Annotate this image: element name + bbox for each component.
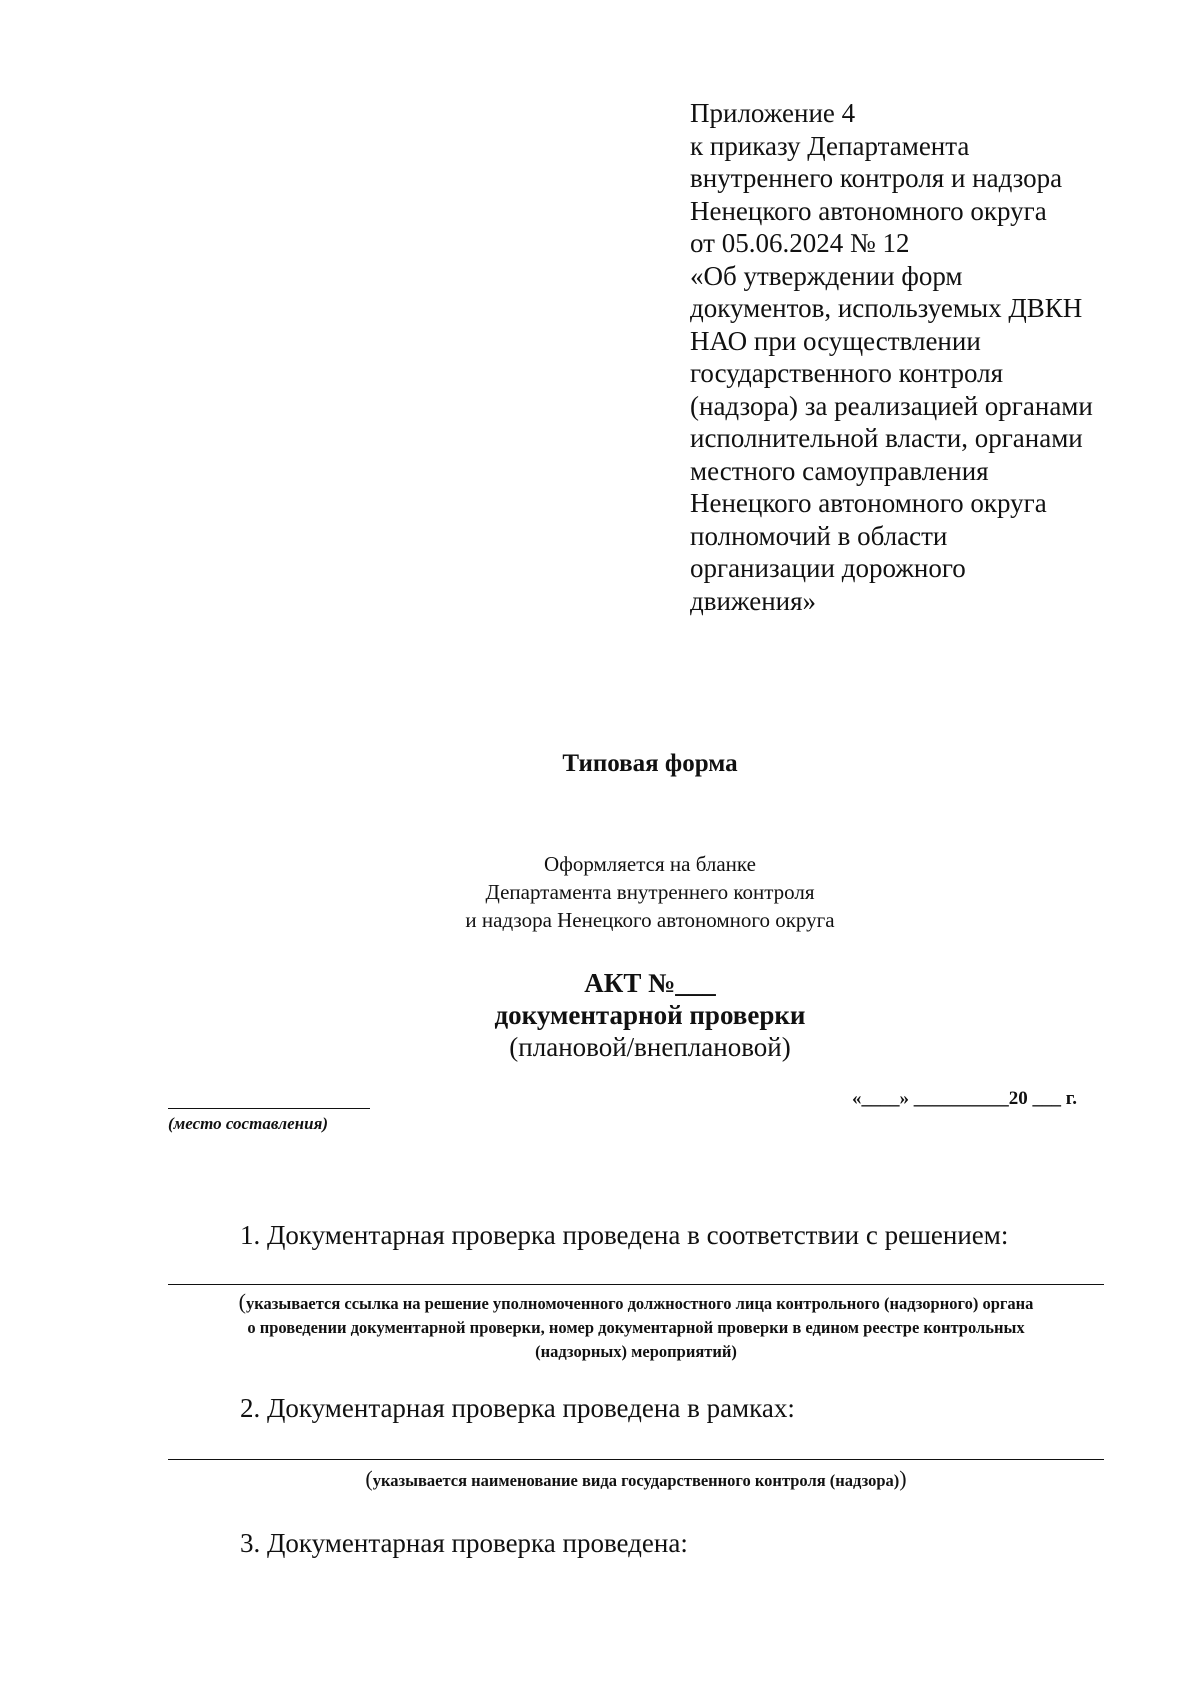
appendix-line: документов, используемых ДВКН	[690, 293, 1083, 323]
appendix-line: НАО при осуществлении	[690, 325, 981, 356]
act-type-title: документарной проверки	[494, 1000, 806, 1030]
act-subtitle: (плановой/внеплановой)	[509, 1032, 791, 1062]
date-field: «____» __________20 ___ г.	[852, 1088, 1077, 1109]
hint-text: указывается наименование вида государственного контроля (надзора)	[372, 1471, 900, 1490]
appendix-line: государственного контроля	[690, 358, 1003, 388]
paren-close: )	[731, 1342, 737, 1361]
appendix-line: местного самоуправления	[690, 455, 989, 486]
item-3-heading: 3. Документарная проверка проведена:	[240, 1528, 688, 1558]
appendix-line: (надзора) за реализацией органами	[690, 390, 1093, 421]
appendix-line: «Об утверждении форм	[690, 260, 963, 291]
appendix-line: движения»	[690, 585, 817, 616]
appendix-line: Ненецкого автономного округа	[690, 195, 1047, 226]
hint-line	[168, 1467, 1104, 1493]
item-2-heading: 2. Документарная проверка проведена в рамках:	[240, 1393, 795, 1423]
hint-text: (надзорных) мероприятий	[535, 1342, 732, 1361]
place-caption: (место составления)	[168, 1114, 328, 1133]
paren-open: (	[365, 1466, 373, 1491]
blank-note-line: и надзора Ненецкого автономного округа	[465, 908, 835, 932]
paren-close: )	[899, 1466, 907, 1491]
appendix-line: организации дорожного	[690, 553, 966, 583]
hint-line: о проведении документарной проверки, номер документарной проверки в едином реестре контрольных	[247, 1318, 1025, 1337]
blank-note-line: Департамента внутреннего контроля	[485, 880, 815, 904]
blank-note-line: Оформляется на бланке	[544, 852, 756, 876]
place-underline	[168, 1108, 370, 1109]
act-number-title: АКТ №___	[584, 968, 716, 998]
appendix-line: Ненецкого автономного округа	[690, 488, 1047, 518]
blank-note	[0, 850, 1200, 934]
item-1-heading: 1. Документарная проверка проведена в соответствии с решением:	[240, 1220, 1009, 1250]
appendix-line: исполнительной власти, органами	[690, 423, 1083, 453]
item-2-hint	[168, 1467, 1104, 1493]
paren-open: (	[238, 1289, 246, 1314]
appendix-line: полномочий в области	[690, 520, 948, 551]
appendix-line: Приложение 4	[690, 98, 856, 128]
hint-line	[168, 1290, 1104, 1316]
hint-text: указывается ссылка на решение уполномоченного должностного лица контрольного (надзорного) органа	[245, 1294, 1034, 1313]
item-1-hint	[168, 1290, 1104, 1364]
act-title-block	[0, 967, 1200, 1031]
hint-line	[168, 1340, 1104, 1364]
appendix-line: к приказу Департамента	[690, 130, 970, 161]
appendix-line: внутреннего контроля и надзора	[690, 163, 1063, 193]
appendix-line: от 05.06.2024 № 12	[690, 228, 910, 258]
item-2-fill-line	[168, 1459, 1104, 1460]
appendix-header	[690, 97, 1170, 617]
form-title: Типовая форма	[562, 750, 738, 777]
item-1-fill-line	[168, 1284, 1104, 1285]
